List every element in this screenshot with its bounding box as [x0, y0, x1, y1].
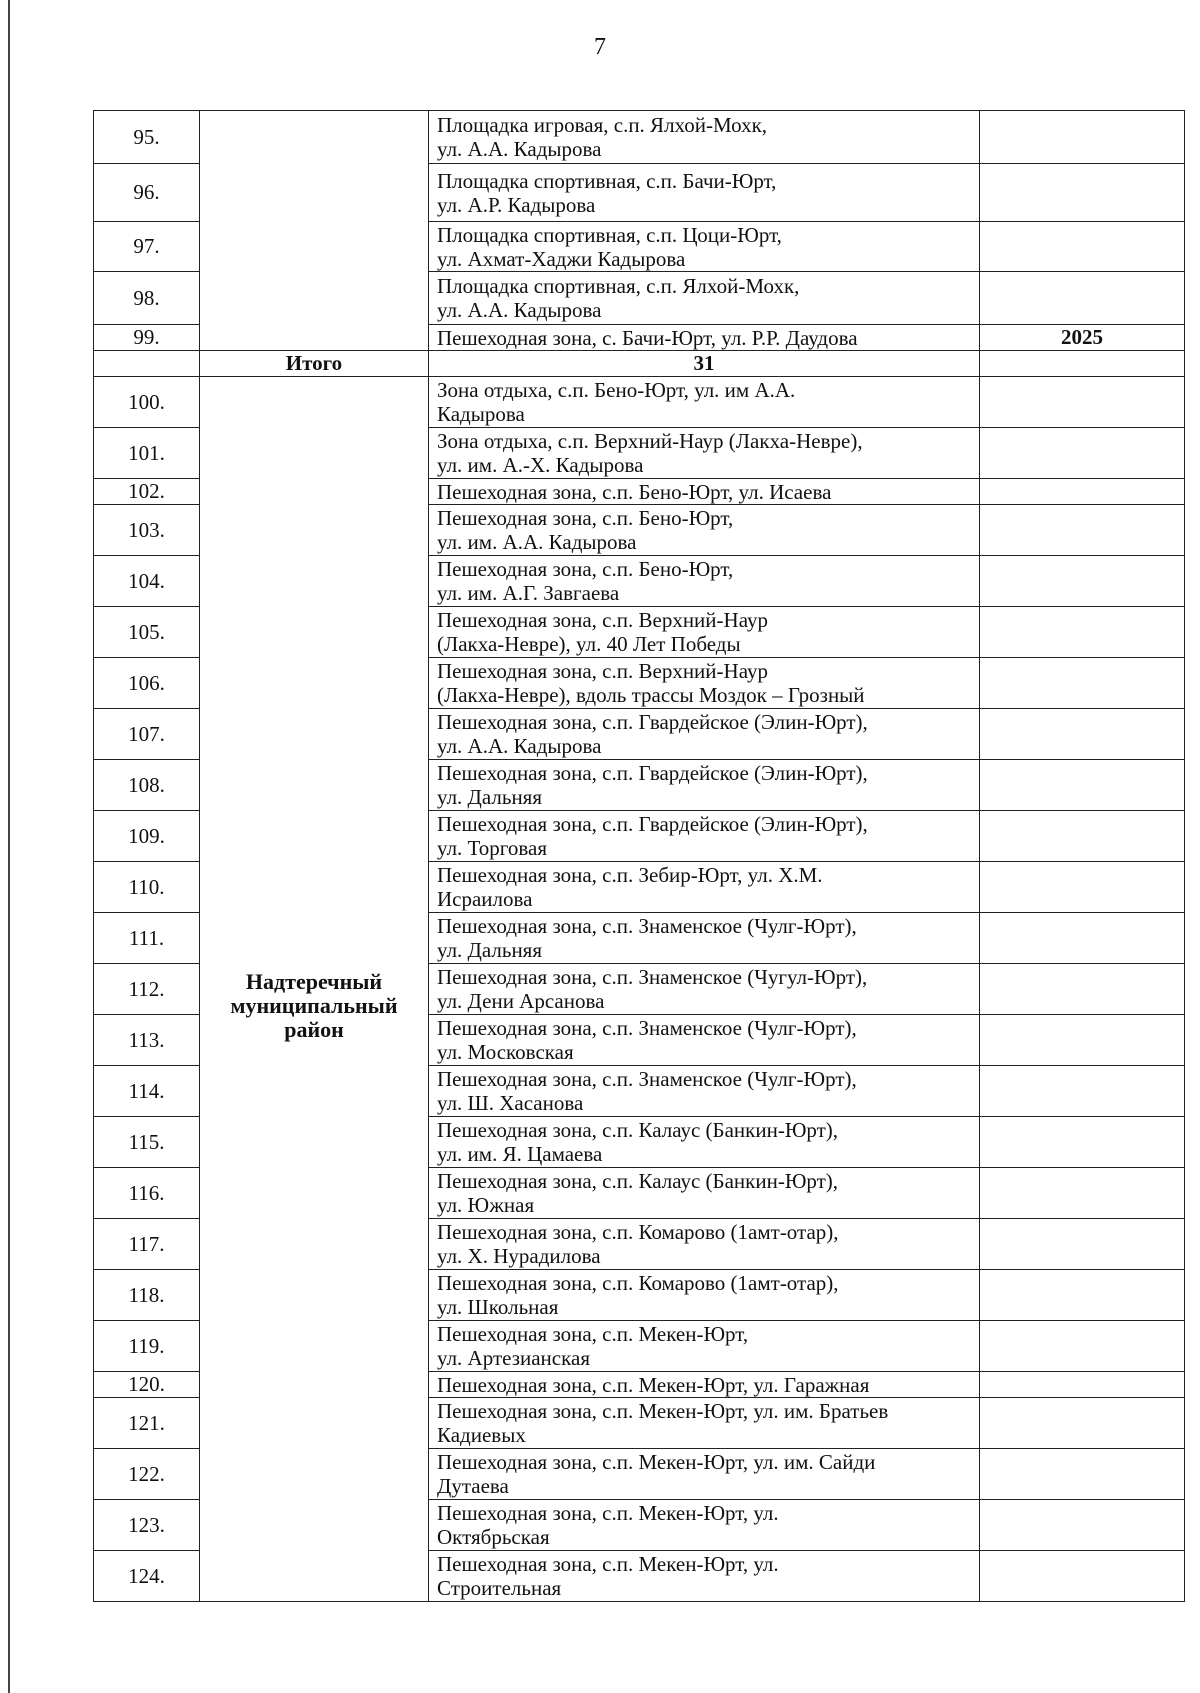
year-cell: 2025 [980, 325, 1185, 351]
row-number: 116. [94, 1168, 200, 1219]
row-number: 124. [94, 1551, 200, 1602]
object-description [429, 1066, 980, 1117]
object-line: (Лакха-Невре), вдоль трассы Моздок – Грозный [437, 683, 865, 707]
object-line: Пешеходная зона, с.п. Гвардейское (Элин-Юрт), [437, 761, 868, 785]
year-cell [980, 1168, 1185, 1219]
registry-table [93, 110, 1185, 1602]
year-cell [980, 479, 1185, 505]
object-line: ул. Артезианская [437, 1346, 590, 1370]
object-line: Пешеходная зона, с.п. Верхний-Наур [437, 608, 768, 632]
row-number: 122. [94, 1449, 200, 1500]
object-description [429, 272, 980, 325]
year-cell [980, 1398, 1185, 1449]
object-line: Пешеходная зона, с.п. Знаменское (Чугул-Юрт), [437, 965, 868, 989]
object-line: Пешеходная зона, с.п. Гвардейское (Элин-Юрт), [437, 812, 868, 836]
object-line: ул. А.А. Кадырова [437, 137, 602, 161]
row-number: 101. [94, 428, 200, 479]
object-line: Пешеходная зона, с.п. Мекен-Юрт, ул. Гаражная [437, 1372, 870, 1397]
object-description [429, 1117, 980, 1168]
object-line: Площадка игровая, с.п. Ялхой-Мохк, [437, 113, 768, 137]
total-year-empty-cell [980, 351, 1185, 377]
object-line: Пешеходная зона, с.п. Знаменское (Чулг-Юрт), [437, 1016, 857, 1040]
page-number: 7 [594, 34, 606, 60]
object-description [429, 1449, 980, 1500]
object-description [429, 1270, 980, 1321]
year-cell [980, 111, 1185, 164]
object-line: ул. им. А.-Х. Кадырова [437, 453, 644, 477]
object-line: Пешеходная зона, с.п. Бено-Юрт, [437, 506, 734, 530]
object-line: Пешеходная зона, с.п. Гвардейское (Элин-Юрт), [437, 710, 868, 734]
object-line: Пешеходная зона, с.п. Мекен-Юрт, ул. им. Сайди [437, 1450, 876, 1474]
year-cell [980, 607, 1185, 658]
object-description [429, 556, 980, 607]
object-description [429, 164, 980, 222]
row-number: 120. [94, 1372, 200, 1398]
year-cell [980, 862, 1185, 913]
row-number: 105. [94, 607, 200, 658]
year-cell [980, 556, 1185, 607]
object-description [429, 1321, 980, 1372]
row-number: 103. [94, 505, 200, 556]
district-name-line: район [284, 1017, 344, 1042]
district-name [200, 936, 428, 1042]
district-name-line: Надтеречный [245, 969, 383, 994]
year-cell [980, 505, 1185, 556]
object-description [429, 479, 980, 505]
row-number: 118. [94, 1270, 200, 1321]
year-cell [980, 1551, 1185, 1602]
year-cell [980, 760, 1185, 811]
object-description [429, 964, 980, 1015]
row-number: 111. [94, 913, 200, 964]
total-empty-cell [94, 351, 200, 377]
year-cell [980, 913, 1185, 964]
object-line: ул. Дальняя [437, 938, 542, 962]
scan-edge-line [8, 0, 10, 1693]
object-line: Площадка спортивная, с.п. Цоци-Юрт, [437, 222, 782, 247]
total-label: Итого [200, 351, 429, 377]
object-line: Площадка спортивная, с.п. Ялхой-Мохк, [437, 274, 800, 298]
year-cell [980, 1321, 1185, 1372]
object-line: Пешеходная зона, с.п. Зебир-Юрт, ул. Х.М. [437, 863, 823, 887]
object-line: Пешеходная зона, с.п. Верхний-Наур [437, 659, 768, 683]
year-cell [980, 272, 1185, 325]
row-number: 119. [94, 1321, 200, 1372]
object-line: ул. Дени Арсанова [437, 989, 605, 1013]
total-value: 31 [429, 351, 980, 377]
object-description [429, 913, 980, 964]
object-line: ул. им. Я. Цамаева [437, 1142, 603, 1166]
object-description [429, 1219, 980, 1270]
object-line: ул. им. А.А. Кадырова [437, 530, 637, 554]
total-row [94, 351, 1185, 377]
object-line: Пешеходная зона, с.п. Мекен-Юрт, ул. им. Братьев [437, 1399, 889, 1423]
object-description [429, 607, 980, 658]
row-number: 113. [94, 1015, 200, 1066]
year-cell [980, 1500, 1185, 1551]
object-line: ул. А.А. Кадырова [437, 298, 602, 322]
object-line: Пешеходная зона, с.п. Калаус (Банкин-Юрт), [437, 1169, 839, 1193]
row-number: 117. [94, 1219, 200, 1270]
object-line: ул. Южная [437, 1193, 535, 1217]
row-number: 104. [94, 556, 200, 607]
object-line: Пешеходная зона, с.п. Бено-Юрт, ул. Исаева [437, 479, 832, 504]
year-cell [980, 1372, 1185, 1398]
district-name-line: муниципальный [230, 993, 398, 1018]
object-description [429, 428, 980, 479]
row-number: 96. [94, 164, 200, 222]
year-cell [980, 964, 1185, 1015]
year-cell [980, 1270, 1185, 1321]
row-number: 97. [94, 222, 200, 272]
row-number: 107. [94, 709, 200, 760]
object-line: ул. Московская [437, 1040, 574, 1064]
object-line: Пешеходная зона, с.п. Знаменское (Чулг-Юрт), [437, 1067, 857, 1091]
row-number: 121. [94, 1398, 200, 1449]
object-description [429, 325, 980, 351]
object-description [429, 1015, 980, 1066]
year-cell [980, 222, 1185, 272]
object-line: Пешеходная зона, с.п. Мекен-Юрт, ул. [437, 1501, 779, 1525]
object-line: Пешеходная зона, с.п. Бено-Юрт, [437, 557, 734, 581]
object-description [429, 505, 980, 556]
object-description [429, 111, 980, 164]
object-line: Пешеходная зона, с.п. Знаменское (Чулг-Юрт), [437, 914, 857, 938]
object-description [429, 811, 980, 862]
object-line: Пешеходная зона, с.п. Комарово (1амт-отар), [437, 1220, 839, 1244]
object-line: Строительная [437, 1576, 562, 1600]
object-line: Зона отдыха, с.п. Бено-Юрт, ул. им А.А. [437, 378, 796, 402]
year-cell [980, 658, 1185, 709]
object-description [429, 658, 980, 709]
district-cell [200, 377, 429, 1602]
object-line: ул. Ахмат-Хаджи Кадырова [437, 246, 686, 271]
row-number: 123. [94, 1500, 200, 1551]
object-line: ул. Торговая [437, 836, 548, 860]
year-cell [980, 1449, 1185, 1500]
object-line: ул. Дальняя [437, 785, 542, 809]
year-cell [980, 1066, 1185, 1117]
row-number: 114. [94, 1066, 200, 1117]
object-description [429, 222, 980, 272]
object-description [429, 377, 980, 428]
year-cell [980, 1015, 1185, 1066]
year-cell [980, 428, 1185, 479]
year-cell [980, 709, 1185, 760]
district-cell [200, 111, 429, 351]
object-description [429, 1168, 980, 1219]
object-line: (Лакха-Невре), ул. 40 Лет Победы [437, 632, 741, 656]
object-description [429, 1398, 980, 1449]
object-description [429, 760, 980, 811]
object-line: Пешеходная зона, с.п. Калаус (Банкин-Юрт), [437, 1118, 839, 1142]
object-description [429, 709, 980, 760]
table-row [94, 111, 1185, 164]
object-line: Исраилова [437, 887, 533, 911]
object-line: Пешеходная зона, с. Бачи-Юрт, ул. Р.Р. Даудова [437, 325, 858, 350]
object-line: ул. А.Р. Кадырова [437, 192, 596, 217]
row-number: 99. [94, 325, 200, 351]
object-line: ул. Ш. Хасанова [437, 1091, 584, 1115]
row-number: 102. [94, 479, 200, 505]
object-line: Зона отдыха, с.п. Верхний-Наур (Лакха-Невре), [437, 429, 863, 453]
object-description [429, 862, 980, 913]
object-line: Площадка спортивная, с.п. Бачи-Юрт, [437, 168, 777, 193]
year-cell [980, 811, 1185, 862]
object-line: ул. Х. Нурадилова [437, 1244, 601, 1268]
row-number: 110. [94, 862, 200, 913]
object-line: Октябрьская [437, 1525, 550, 1549]
row-number: 95. [94, 111, 200, 164]
row-number: 98. [94, 272, 200, 325]
year-cell [980, 1219, 1185, 1270]
object-line: Кадиевых [437, 1423, 526, 1447]
object-description [429, 1500, 980, 1551]
row-number: 108. [94, 760, 200, 811]
table-row [94, 377, 1185, 428]
year-cell [980, 377, 1185, 428]
object-line: Пешеходная зона, с.п. Комарово (1амт-отар), [437, 1271, 839, 1295]
year-cell [980, 1117, 1185, 1168]
object-line: ул. Школьная [437, 1295, 559, 1319]
object-description [429, 1551, 980, 1602]
row-number: 115. [94, 1117, 200, 1168]
row-number: 112. [94, 964, 200, 1015]
row-number: 100. [94, 377, 200, 428]
object-line: Пешеходная зона, с.п. Мекен-Юрт, ул. [437, 1552, 779, 1576]
object-line: Кадырова [437, 402, 525, 426]
object-description [429, 1372, 980, 1398]
object-line: Пешеходная зона, с.п. Мекен-Юрт, [437, 1322, 749, 1346]
object-line: ул. А.А. Кадырова [437, 734, 602, 758]
object-line: Дутаева [437, 1474, 509, 1498]
row-number: 106. [94, 658, 200, 709]
row-number: 109. [94, 811, 200, 862]
object-line: ул. им. А.Г. Завгаева [437, 581, 620, 605]
year-cell [980, 164, 1185, 222]
